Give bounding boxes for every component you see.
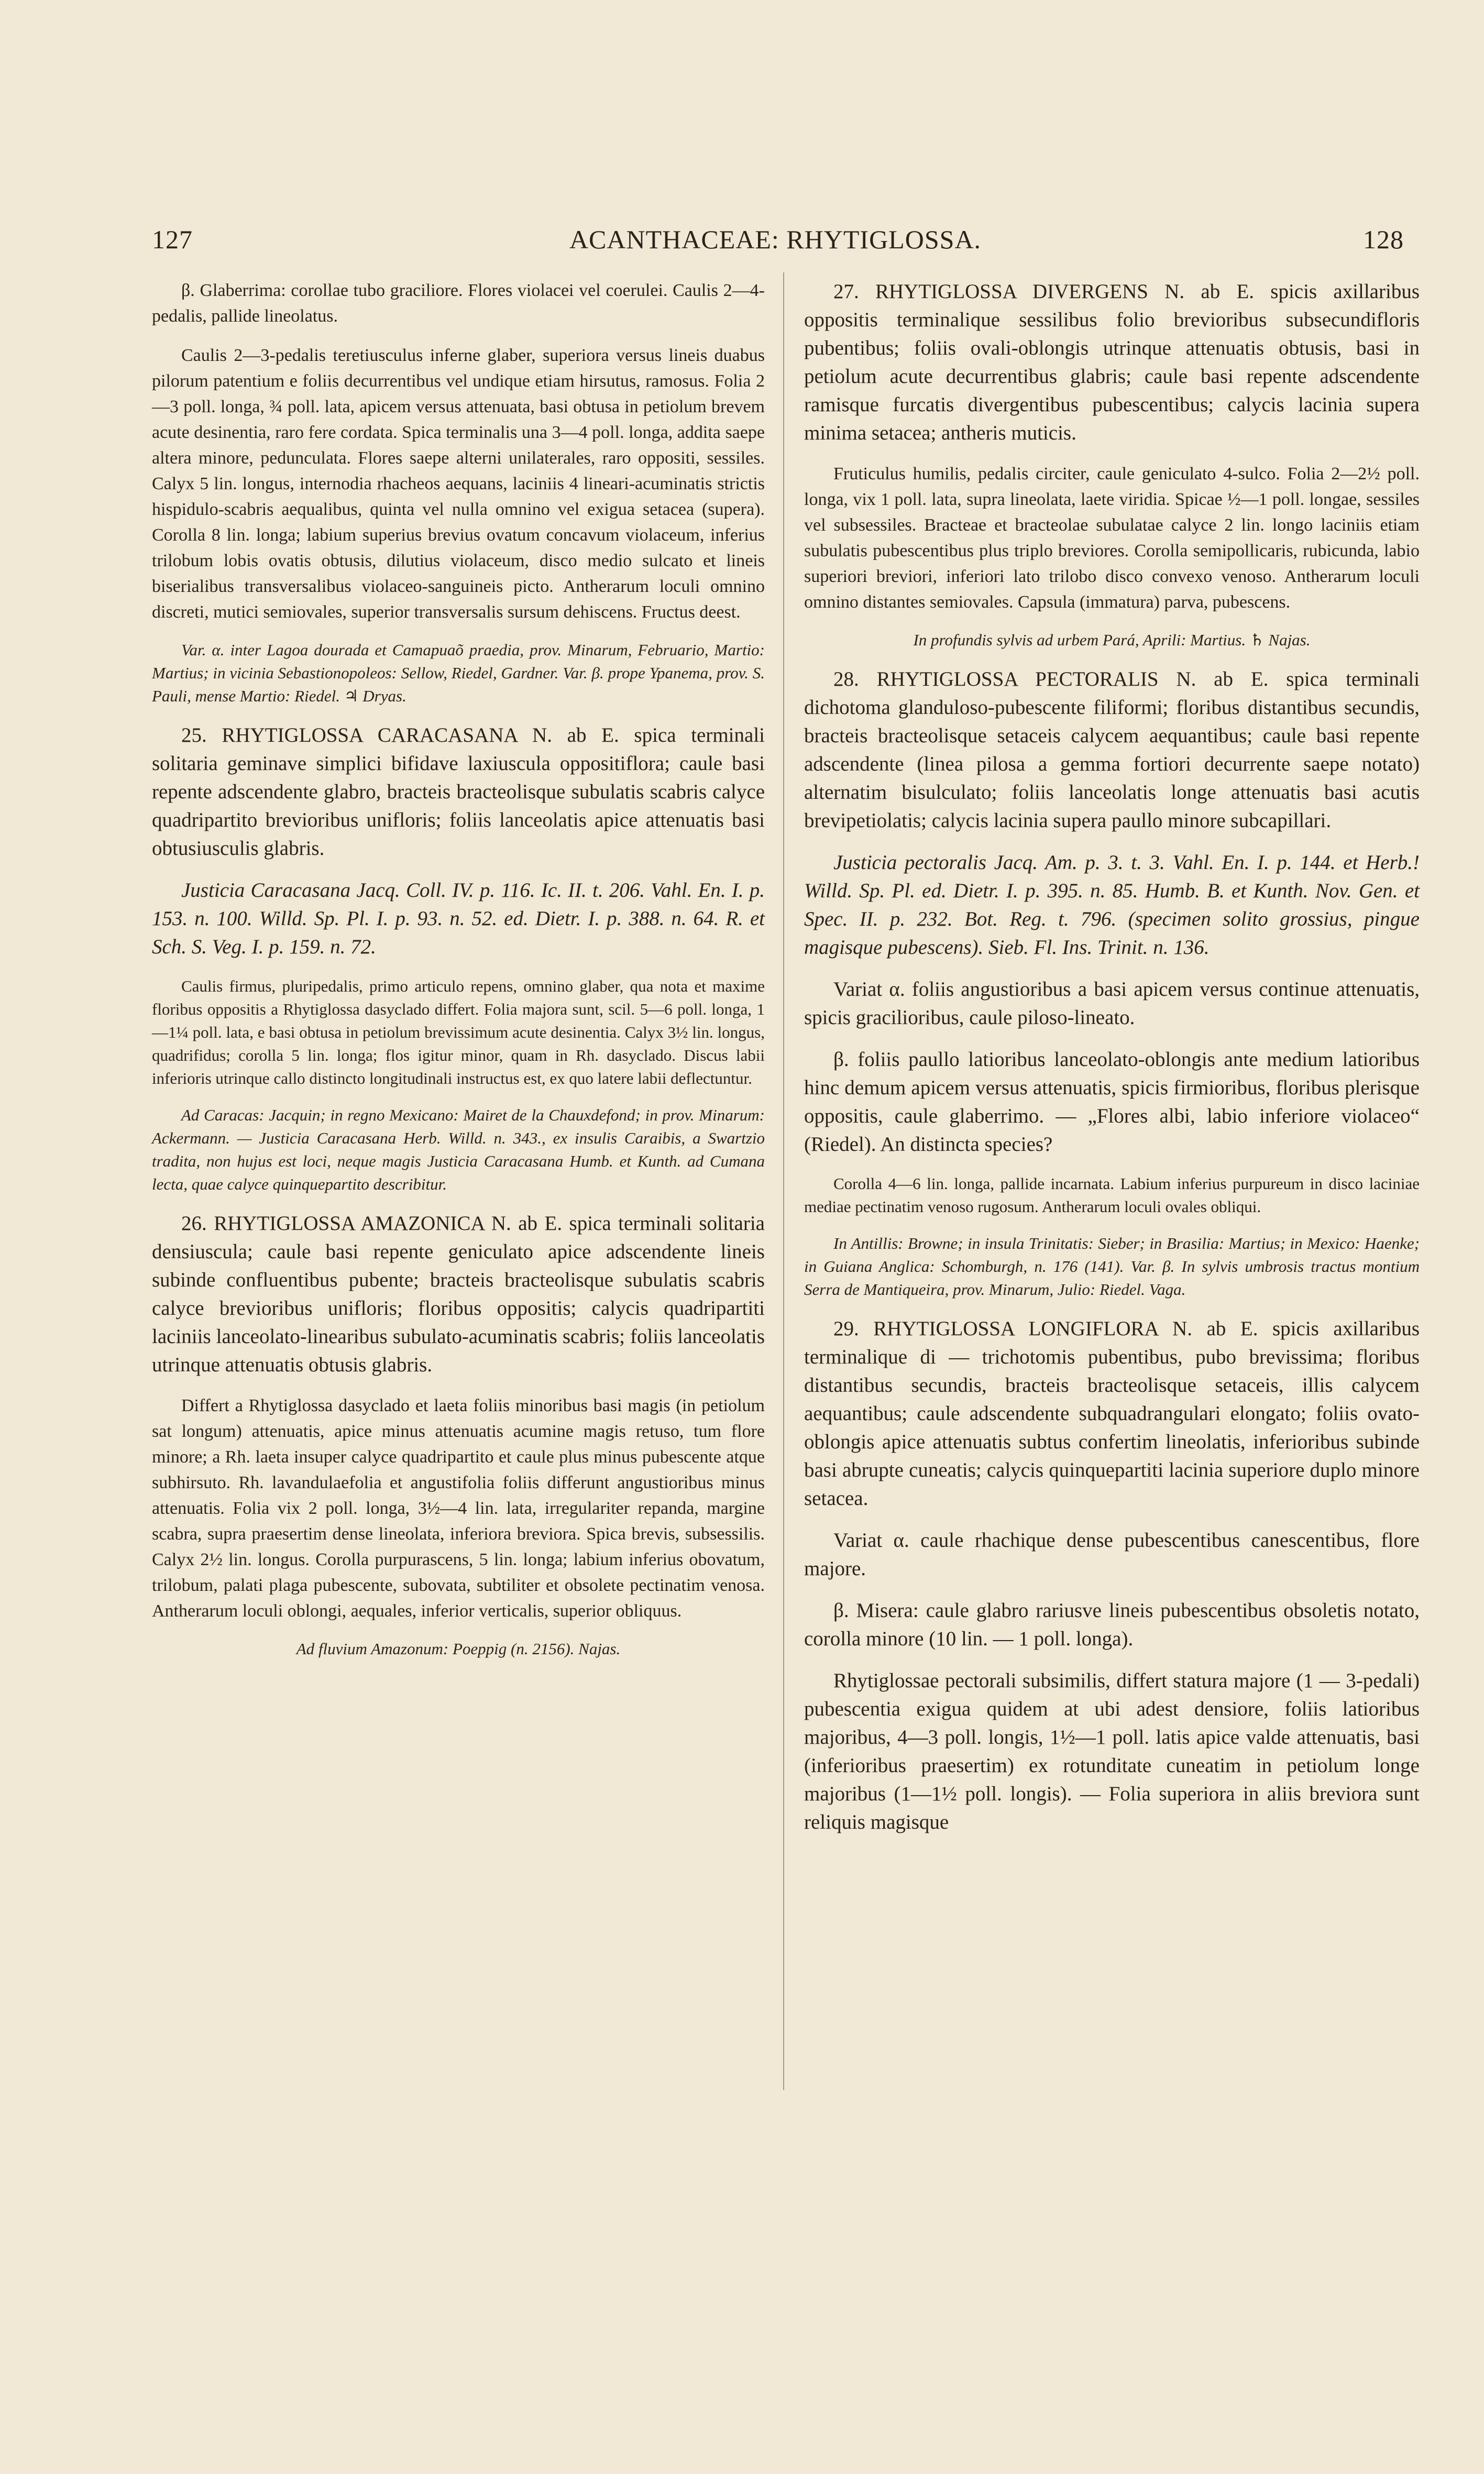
running-header xyxy=(141,224,1409,261)
right-column xyxy=(804,278,1420,1850)
paragraph-description-25: Caulis firmus, pluripedalis, primo articulo repens, omnino glaber, qua nota et maxime floribus oppositis a Rhytiglossa dasyclado differt. Folia majora sunt, scil. 5—6 poll. longa, 1—1¼ poll. lata, e basi obtusa in petiolum brevissimum acute desinentia. Calyx 3½ lin. longus, quadrifidus; corolla 5 lin. longa; flos igitur minor, quam in Rh. dasyclado. Discus labii inferioris utrinque callo distincto longitudinali instructus est, ex quo latere labii deflectuntur. xyxy=(152,977,765,1087)
paragraph-locality-28: In Antillis: Browne; in insula Trinitatis: Sieber; in Brasilia: Martius; in Mexico: Haenke; in Guiana Anglica: Schomburgh, n. 176 (141). Var. β. In sylvis umbrosis tractus montium Serra de Mantiqueira, prov. Minarum, Julio: Riedel. Vaga. xyxy=(804,1234,1420,1299)
paragraph-locality-25: Ad Caracas: Jacquin; in regno Mexicano: Mairet de la Chauxdefond; in prov. Minarum: Ackermann. — Justicia Caracasana Herb. Willd. n. 343., ex insulis Caraibis, a Swartzio tradita, non hujus est loci, neque magis Justicia Caracasana Humb. et Kunth. ad Cumana lecta, quae calyce quinquepartito describitur. xyxy=(152,1106,765,1193)
paragraph-description-26: Differt a Rhytiglossa dasyclado et laeta foliis minoribus basi magis (in petiolum sat longum) attenuatis, apice minus attenuatis acumine magis retuso, tum flore minore; a Rh. laeta insuper calyce quadripartito et caule plus minus pubescente atque subhirsuto. Rh. lavandulaefolia et angustifolia foliis differunt angustioribus minus attenuatis. Folia vix 2 poll. longa, 3½—4 lin. lata, irregulariter repanda, margine scabra, supra praesertim dense lineolata, inferiora breviora. Spica brevis, subsessilis. Calyx 2½ lin. longus. Corolla purpurascens, 5 lin. longa; labium inferius obovatum, trilobum, palati plaga pubescente, subovata, subtiliter et obsolete pectinatim venosa. Antherarum loculi oblongi, aequales, inferior verticalis, superior obliquus. xyxy=(152,1396,765,1621)
species-heading-27: 27. RHYTIGLOSSA DIVERGENS N. ab E. spicis axillaribus oppositis terminalique sessilibus folio brevioribus subsecundifloris pubentibus; foliis ovali-oblongis utrinque attenuatis obtusis, basi in petiolum acute decurrentibus glabris; caule basi repente adscendente ramisque furcatis divergentibus pubescentibus; calycis lacinia supera minima setacea; antheris muticis. xyxy=(804,280,1420,444)
paragraph-variety-alpha-28: Variat α. foliis angustioribus a basi apicem versus continue attenuatis, spicis gracilioribus, caule piloso-lineato. xyxy=(804,978,1420,1029)
paragraph-description-27: Fruticulus humilis, pedalis circiter, caule geniculato 4-sulco. Folia 2—2½ poll. longa, vix 1 poll. lata, supra lineolata, laete viridia. Spicae ½—1 poll. longae, sessiles vel subsessiles. Bracteae et bracteolae subulatae calyce 2 lin. longo laciniis etiam subulatis pubescentibus plus triplo breviores. Corolla semipollicaris, rubicunda, labio superiori breviori, inferiori lato trilobo disco convexo venoso. Antherarum loculi omnino distantes semiovales. Capsula (immatura) parva, pubescens. xyxy=(804,464,1420,612)
species-heading-26: 26. RHYTIGLOSSA AMAZONICA N. ab E. spica terminali solitaria densiuscula; caule basi repente geniculato apice adscendente lineis subinde confluentibus pubente; bracteis bracteolisque subulatis scabris calyce brevioribus unifloris; floribus oppositis; calycis quadripartiti laciniis lanceolato-linearibus subulato-acuminatis scabris; foliis lanceolatis utrinque attenuatis obtusis glabris. xyxy=(152,1212,765,1376)
page-number-right: 128 xyxy=(1363,225,1404,254)
paragraph-locality-27: In profundis sylvis ad urbem Pará, Aprili: Martius. ♄ Najas. xyxy=(913,631,1311,649)
paragraph-locality-26: Ad fluvium Amazonum: Poeppig (n. 2156). Najas. xyxy=(296,1640,621,1658)
paragraph-variety-glaberrima: β. Glaberrima: corollae tubo graciliore. Flores violacei vel coerulei. Caulis 2—4-pedalis, pallide lineolatus. xyxy=(152,281,765,326)
paragraph-variety-alpha-29: Variat α. caule rhachique dense pubescentibus canescentibus, flore majore. xyxy=(804,1529,1420,1580)
paragraph-variety-beta-28: β. foliis paullo latioribus lanceolato-oblongis ante medium latioribus hinc demum apicem versus attenuatis, spicis firmioribus, floribus plerisque oppositis, caule glaberrimo. — „Flores albi, labio inferiore violaceo“ (Riedel). An distincta species? xyxy=(804,1048,1420,1156)
paragraph-description-29: Rhytiglossae pectorali subsimilis, differt statura majore (1 — 3-pedali) pubescentia exigua quidem at ubi adest densiore, foliis latioribus majoribus, 4—3 poll. longis, 1½—1 poll. latis apice valde attenuatis, basi (inferioribus praesertim) ex rotunditate cuneatim in petiolum longe majoribus (1—1½ poll. longis). — Folia superiora in aliis breviora sunt reliquis magisque xyxy=(804,1669,1420,1833)
left-column xyxy=(152,278,765,1674)
paragraph-synonymy-25: Justicia Caracasana Jacq. Coll. IV. p. 116. Ic. II. t. 206. Vahl. En. I. p. 153. n. 100. Willd. Sp. Pl. I. p. 93. n. 52. ed. Dietr. I. p. 388. n. 64. R. et Sch. S. Veg. I. p. 159. n. 72. xyxy=(152,879,765,958)
running-title: ACANTHACEAE: RHYTIGLOSSA. xyxy=(569,225,982,254)
page-number-left: 127 xyxy=(152,225,193,254)
column-divider xyxy=(783,272,784,2090)
paragraph-locality-24: Var. α. inter Lagoa dourada et Camapuaõ praedia, prov. Minarum, Februario, Martio: Martius; in vicinia Sebastionopoleos: Sellow, Riedel, Gardner. Var. β. prope Ypanema, prov. S. Pauli, mense Martio: Riedel. ♃ Dryas. xyxy=(152,641,765,705)
species-heading-29: 29. RHYTIGLOSSA LONGIFLORA N. ab E. spicis axillaribus terminalique di — trichotomis pubentibus, pubo brevissima; floribus distantibus secundis, bracteis bracteolisque setaceis, illis calycem aequantibus; caule adscendente subquadrangulari elongato; foliis ovato-oblongis apice attenuatis subtus confertim lineolatis, inferioribus subinde basi abrupte cuneatis; calycis quinquepartiti lacinia superiore duplo minore setacea. xyxy=(804,1317,1420,1510)
species-heading-28: 28. RHYTIGLOSSA PECTORALIS N. ab E. spica terminali dichotoma glanduloso-pubescente filiformi; floribus distantibus secundis, bracteis bracteolisque setaceis calycem aequantibus; caule basi repente adscendente (linea pilosa a gemma fortiori decurrente saepe notato) alternatim bisulculato; foliis lanceolatis longe attenuatis basi acutis brevipetiolatis; calycis lacinia supera paullo minore subcapillari. xyxy=(804,668,1420,832)
paragraph-variety-beta-29: β. Misera: caule glabro rariusve lineis pubescentibus obsoletis notato, corolla minore (10 lin. — 1 poll. longa). xyxy=(804,1599,1420,1650)
paragraph-synonymy-28: Justicia pectoralis Jacq. Am. p. 3. t. 3. Vahl. En. I. p. 144. et Herb.! Willd. Sp. Pl. ed. Dietr. I. p. 395. n. 85. Humb. B. et Kunth. Nov. Gen. et Spec. II. p. 232. Bot. Reg. t. 796. (specimen solito grossius, pingue magisque pubescens). Sieb. Fl. Ins. Trinit. n. 136. xyxy=(804,851,1420,959)
paragraph-corolla-28: Corolla 4—6 lin. longa, pallide incarnata. Labium inferius purpureum in disco laciniae mediae pectinatim venoso rugosum. Antherarum loculi ovales obliqui. xyxy=(804,1174,1420,1216)
species-heading-25: 25. RHYTIGLOSSA CARACASANA N. ab E. spica terminali solitaria geminave simplici bifidave laxiuscula oppositiflora; caule basi repente adscendente glabro, bracteis bracteolisque subulatis scabris calyce quadripartito brevioribus unifloris; foliis lanceolatis apice attenuatis basi obtusiusculis glabris. xyxy=(152,724,765,860)
paragraph-caulis-description: Caulis 2—3-pedalis teretiusculus inferne glaber, superiora versus lineis duabus pilorum patentium e foliis decurrentibus vel undique etiam hirsutus, ramosus. Folia 2—3 poll. longa, ¾ poll. lata, apicem versus attenuata, basi obtusa in petiolum brevem acute desinentia, raro fere cordata. Spica terminalis una 3—4 poll. longa, addita saepe altera minore, pedunculata. Flores saepe alterni unilaterales, raro oppositi, sessiles. Calyx 5 lin. longus, internodia rhacheos aequans, laciniis 4 lineari-acuminatis strictis hispidulo-scabris aequalibus, quinta vel nulla omnino vel exigua setacea (supera). Corolla 8 lin. longa; labium superius brevius ovatum concavum violaceum, inferius trilobum lobis ovatis obtusis, dilutius violaceum, disco medio sulcato et lineis biserialibus transversalibus violaceo-sanguineis picto. Antherarum loculi omnino discreti, mutici semiovales, superior transversalis sursum dehiscens. Fructus deest. xyxy=(152,346,765,622)
